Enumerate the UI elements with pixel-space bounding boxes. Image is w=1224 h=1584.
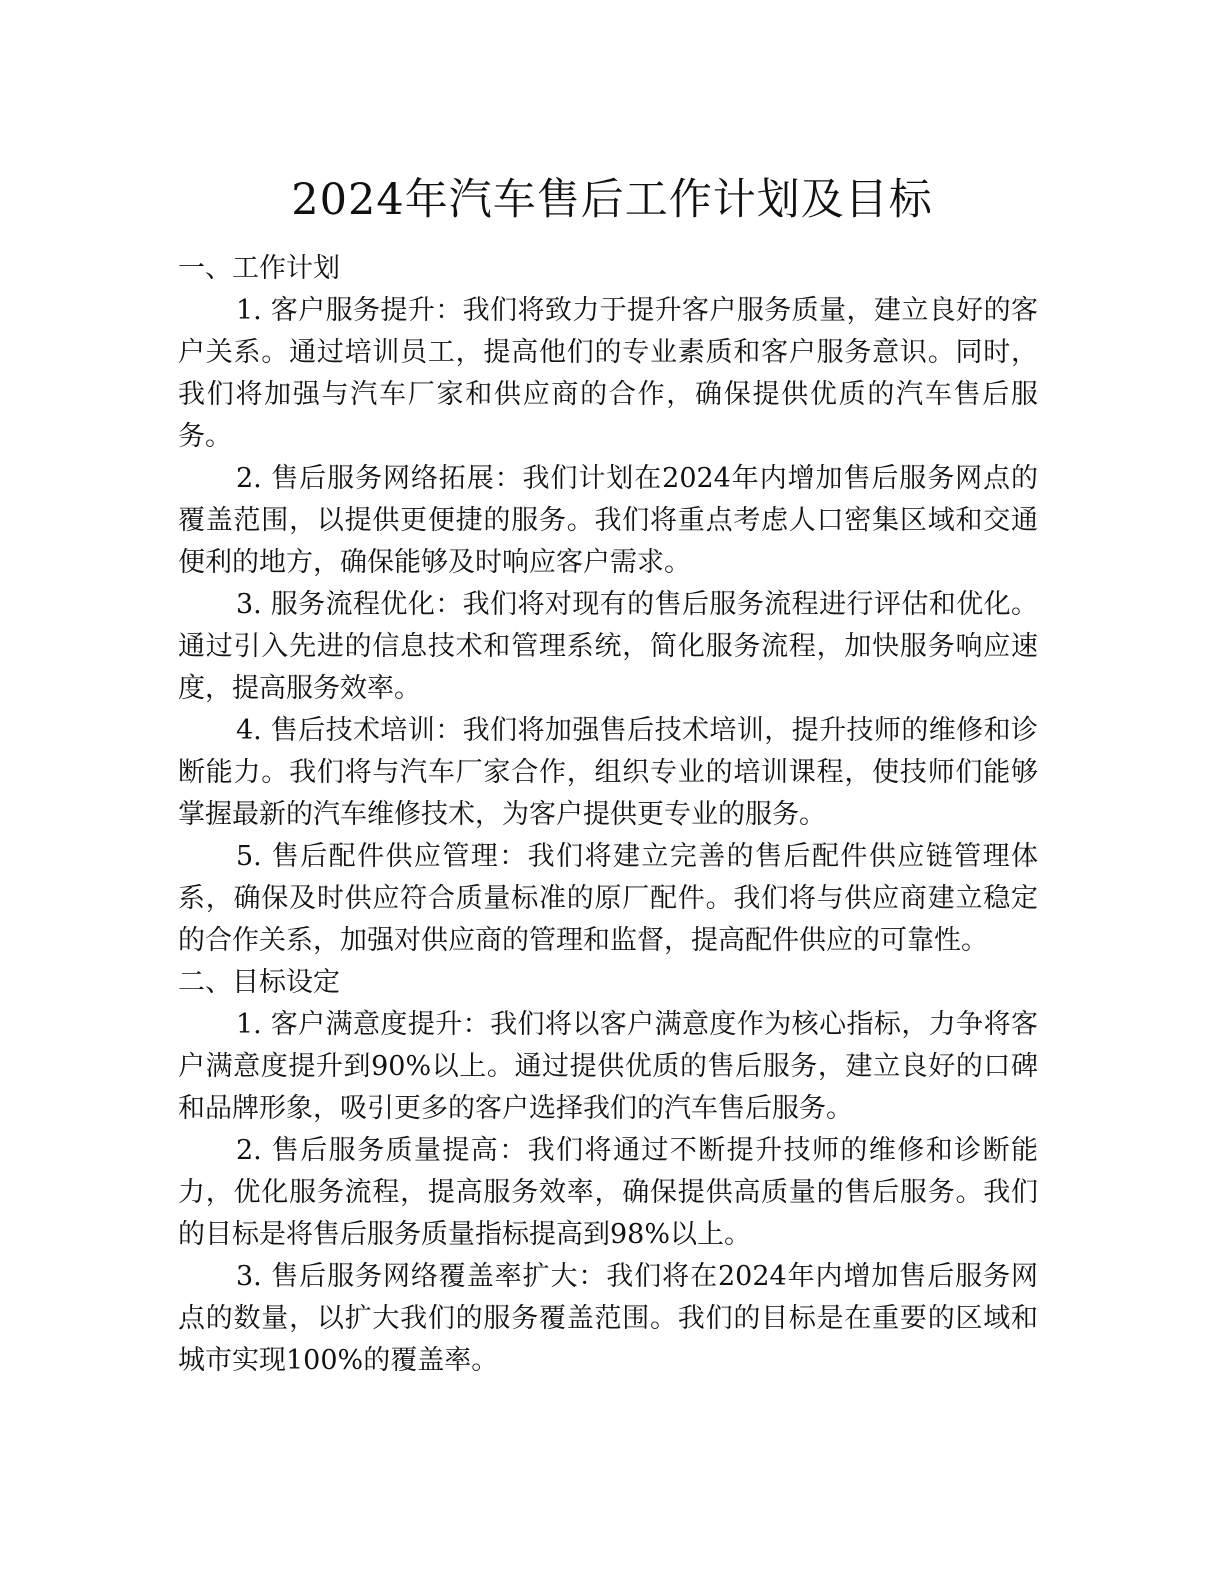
section-work-plan — [178, 248, 1038, 962]
document-body — [178, 248, 1038, 1382]
paragraph: 5. 售后配件供应管理：我们将建立完善的售后配件供应链管理体系，确保及时供应符合质量标准的原厂配件。我们将与供应商建立稳定的合作关系，加强对供应商的管理和监督，提高配件供应的可靠性。 — [178, 841, 1038, 956]
paragraph: 4. 售后技术培训：我们将加强售后技术培训，提升技师的维修和诊断能力。我们将与汽车厂家合作，组织专业的培训课程，使技师们能够掌握最新的汽车维修技术，为客户提供更专业的服务。 — [178, 715, 1038, 830]
section-heading: 一、工作计划 — [178, 253, 340, 284]
paragraph: 3. 售后服务网络覆盖率扩大：我们将在2024年内增加售后服务网点的数量，以扩大我们的服务覆盖范围。我们的目标是在重要的区域和城市实现100%的覆盖率。 — [178, 1261, 1038, 1376]
document-title: 2024年汽车售后工作计划及目标 — [291, 175, 933, 225]
paragraph: 2. 售后服务网络拓展：我们计划在2024年内增加售后服务网点的覆盖范围，以提供更便捷的服务。我们将重点考虑人口密集区域和交通便利的地方，确保能够及时响应客户需求。 — [178, 463, 1038, 578]
paragraph: 3. 服务流程优化：我们将对现有的售后服务流程进行评估和优化。通过引入先进的信息技术和管理系统，简化服务流程，加快服务响应速度，提高服务效率。 — [178, 589, 1038, 704]
paragraph: 2. 售后服务质量提高：我们将通过不断提升技师的维修和诊断能力，优化服务流程，提高服务效率，确保提供高质量的售后服务。我们的目标是将售后服务质量指标提高到98%以上。 — [178, 1135, 1038, 1250]
paragraph: 1. 客户满意度提升：我们将以客户满意度作为核心指标，力争将客户满意度提升到90%以上。通过提供优质的售后服务，建立良好的口碑和品牌形象，吸引更多的客户选择我们的汽车售后服务。 — [178, 1009, 1038, 1124]
section-goals — [178, 962, 1038, 1382]
paragraph: 1. 客户服务提升：我们将致力于提升客户服务质量，建立良好的客户关系。通过培训员工，提高他们的专业素质和客户服务意识。同时，我们将加强与汽车厂家和供应商的合作，确保提供优质的汽车售后服务。 — [178, 295, 1038, 452]
section-heading: 二、目标设定 — [178, 967, 340, 998]
